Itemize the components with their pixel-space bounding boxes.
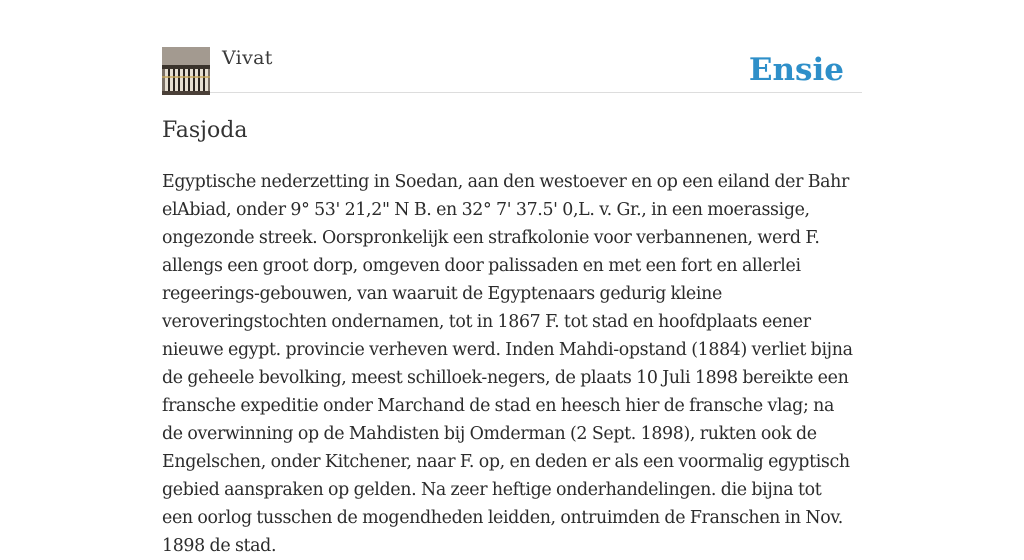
body-line: fransche expeditie onder Marchand de stad en heesch hier de fransche vlag; na — [162, 396, 835, 416]
author-name[interactable]: Vivat — [222, 47, 273, 69]
body-line: allengs een groot dorp, omgeven door palissaden en met een fort en allerlei — [162, 256, 801, 276]
body-line: elAbiad, onder 9° 53' 21,2" N B. en 32° 7' 37.5' 0,L. v. Gr., in een moerassige, — [162, 200, 810, 220]
article-body — [162, 168, 872, 560]
brand-logo[interactable]: Ensie — [748, 52, 844, 88]
author-avatar[interactable] — [162, 47, 210, 95]
body-line: ongezonde streek. Oorspronkelijk een strafkolonie voor verbannenen, werd F. — [162, 228, 820, 248]
body-line: regeerings-gebouwen, van waaruit de Egyptenaars gedurig kleine — [162, 284, 722, 304]
body-line: een oorlog tusschen de mogendheden leidden, ontruimden de Franschen in Nov. 1898 de stad. — [162, 508, 843, 556]
body-line: Engelschen, onder Kitchener, naar F. op, en deden er als een voormalig egyptisch — [162, 452, 850, 472]
body-line: nieuwe egypt. provincie verheven werd. Inden Mahdi-opstand (1884) verliet bijna — [162, 340, 853, 360]
site-header — [162, 46, 862, 93]
page-title: Fasjoda — [162, 118, 248, 143]
body-line: gebied aanspraken op gelden. Na zeer heftige onderhandelingen. die bijna tot — [162, 480, 822, 500]
body-line: de overwinning op de Mahdisten bij Omderman (2 Sept. 1898), rukten ook de — [162, 424, 817, 444]
body-line: Egyptische nederzetting in Soedan, aan den westoever en op een eiland der Bahr — [162, 172, 849, 192]
book-spines-avatar-icon — [162, 47, 210, 95]
body-line: veroveringstochten ondernamen, tot in 1867 F. tot stad en hoofdplaats eener — [162, 312, 811, 332]
body-line: de geheele bevolking, meest schilloek-negers, de plaats 10 Juli 1898 bereikte een — [162, 368, 849, 388]
